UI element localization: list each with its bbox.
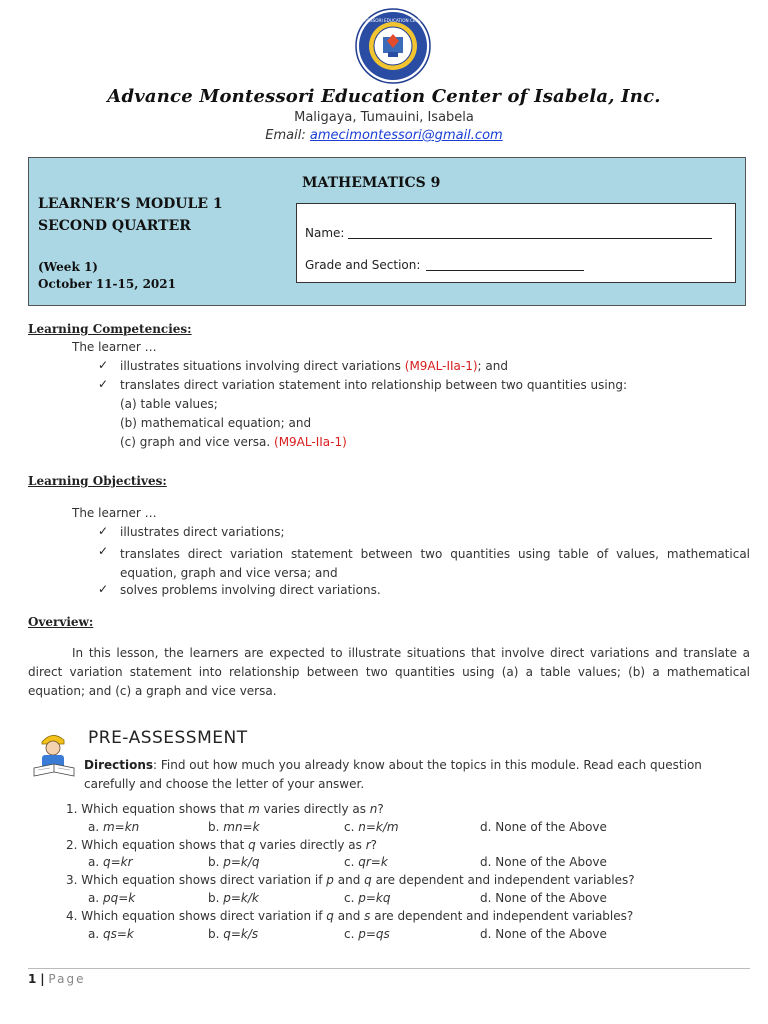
question-var: r (365, 838, 371, 852)
option-value: p=k/q (223, 855, 260, 869)
option-value: n=k/m (358, 820, 399, 834)
question-var: q (364, 873, 372, 887)
question-var: q (326, 909, 334, 923)
module-week: (Week 1) (38, 260, 98, 274)
q3-option-a[interactable] (88, 891, 135, 905)
competency-item-1-tail: ; and (477, 359, 508, 373)
q4-option-b[interactable] (208, 927, 258, 941)
directions-label: Directions (84, 758, 154, 772)
directions (84, 756, 746, 794)
option-letter: b. (208, 855, 224, 869)
page-number: 1 (28, 972, 37, 986)
check-icon: ✓ (98, 524, 109, 538)
question-text: ? (377, 802, 384, 816)
check-icon: ✓ (98, 358, 109, 372)
email-label: Email: (265, 128, 306, 143)
option-value: q=kr (102, 855, 133, 869)
grade-section-label: Grade and Section: (305, 258, 421, 272)
option-value: m=kn (102, 820, 140, 834)
option-value: q=k/s (223, 927, 259, 941)
question-var: p (326, 873, 334, 887)
q4-option-d[interactable]: d. None of the Above (480, 927, 607, 941)
question-text: are dependent and independent variables? (371, 873, 635, 887)
option-value: mn=k (223, 820, 260, 834)
module-title-line2: SECOND QUARTER (38, 218, 191, 234)
objectives-intro: The learner … (72, 506, 157, 520)
option-letter: b. (208, 820, 224, 834)
name-label: Name: (305, 226, 345, 240)
objective-item-2: translates direct variation statement between two quantities using table of values, mathematical equation, graph and vice versa; and (120, 547, 750, 580)
check-icon: ✓ (98, 582, 109, 596)
option-letter: b. (208, 927, 224, 941)
q3-option-c[interactable] (344, 891, 390, 905)
pre-assessment-title: PRE-ASSESSMENT (88, 728, 248, 748)
competency-item-1-text: illustrates situations involving direct variations (120, 359, 401, 373)
email-line (0, 128, 768, 143)
competencies-intro: The learner … (72, 340, 157, 354)
option-letter: a. (88, 820, 103, 834)
competency-item-1 (120, 359, 508, 373)
competency-sub-b: (b) mathematical equation; and (120, 416, 312, 430)
q2-option-d[interactable]: d. None of the Above (480, 855, 607, 869)
question-var: m (248, 802, 260, 816)
question-text: 4. Which equation shows direct variation if (66, 909, 327, 923)
page-separator: | (40, 972, 45, 986)
question-4 (66, 909, 633, 923)
q3-option-b[interactable] (208, 891, 259, 905)
q1-option-d[interactable]: d. None of the Above (480, 820, 607, 834)
question-3 (66, 873, 635, 887)
option-letter: c. (344, 820, 359, 834)
objective-item-3: solves problems involving direct variations. (120, 583, 381, 597)
q1-option-c[interactable] (344, 820, 399, 834)
question-var: q (248, 838, 256, 852)
q2-option-a[interactable] (88, 855, 133, 869)
option-value: p=qs (358, 927, 390, 941)
question-2 (66, 838, 377, 852)
question-text: 2. Which equation shows that (66, 838, 249, 852)
question-1 (66, 802, 384, 816)
objectives-heading: Learning Objectives: (28, 474, 167, 488)
option-letter: c. (344, 927, 359, 941)
question-var: s (364, 909, 371, 923)
question-text: and (333, 873, 365, 887)
q4-option-c[interactable] (344, 927, 390, 941)
footer-divider (28, 968, 750, 969)
module-title-line1: LEARNER’S MODULE 1 (38, 196, 223, 212)
competency-code: (M9AL-IIa-1) (404, 359, 478, 373)
module-date: October 11-15, 2021 (38, 277, 176, 291)
q2-option-b[interactable] (208, 855, 260, 869)
q3-option-d[interactable]: d. None of the Above (480, 891, 607, 905)
question-text: and (333, 909, 365, 923)
option-letter: b. (208, 891, 224, 905)
check-icon: ✓ (98, 377, 109, 391)
competency-sub-c-text: (c) graph and vice versa. (120, 435, 271, 449)
option-value: qr=k (358, 855, 388, 869)
option-letter: a. (88, 927, 103, 941)
q1-option-b[interactable] (208, 820, 260, 834)
competency-sub-a: (a) table values; (120, 397, 218, 411)
overview-text: In this lesson, the learners are expected to illustrate situations that involve direct variations and translate a direct variation statement into relationship between two quantities using (a) a table values; (b) a mathematical equation; and (c) a graph and vice versa. (28, 646, 750, 698)
option-value: pq=k (102, 891, 136, 905)
question-text: varies directly as (255, 838, 366, 852)
page-footer (28, 972, 85, 986)
option-value: p=k/k (223, 891, 259, 905)
q4-option-a[interactable] (88, 927, 134, 941)
competency-sub-c (120, 435, 347, 449)
question-text: 3. Which equation shows direct variation if (66, 873, 327, 887)
student-reading-icon (28, 728, 80, 780)
question-text: varies directly as (259, 802, 370, 816)
question-text: ? (370, 838, 378, 852)
option-letter: c. (344, 855, 359, 869)
question-text: 1. Which equation shows that (66, 802, 249, 816)
q2-option-c[interactable] (344, 855, 388, 869)
logo-ring-text: ADVANCE MONTESSORI EDUCATION CENTER OF ISABELA (333, 18, 453, 23)
objective-item-1: illustrates direct variations; (120, 525, 285, 539)
option-value: p=kq (358, 891, 391, 905)
option-letter: c. (344, 891, 359, 905)
subject-title: MATHEMATICS 9 (302, 175, 441, 191)
directions-text: : Find out how much you already know about the topics in this module. Read each question carefully and choose the letter of your answer. (84, 758, 702, 791)
check-icon: ✓ (98, 544, 109, 558)
email-link[interactable]: amecimontessori@gmail.com (309, 128, 503, 143)
grade-section-field[interactable] (426, 270, 584, 271)
question-text: are dependent and independent variables? (370, 909, 634, 923)
question-var: n (369, 802, 378, 816)
option-letter: a. (88, 891, 103, 905)
competency-code: (M9AL-IIa-1) (274, 435, 347, 449)
q1-option-a[interactable] (88, 820, 139, 834)
option-letter: a. (88, 855, 103, 869)
school-seal-icon (333, 8, 453, 84)
competency-item-2: translates direct variation statement into relationship between two quantities using: (120, 378, 627, 392)
page-label: Page (48, 972, 86, 986)
school-name: Advance Montessori Education Center of Isabela, Inc. (107, 86, 661, 107)
school-address: Maligaya, Tumauini, Isabela (294, 110, 474, 125)
competencies-heading: Learning Competencies: (28, 322, 192, 336)
option-value: qs=k (102, 927, 134, 941)
overview-heading: Overview: (28, 615, 94, 629)
name-field[interactable] (348, 238, 712, 239)
